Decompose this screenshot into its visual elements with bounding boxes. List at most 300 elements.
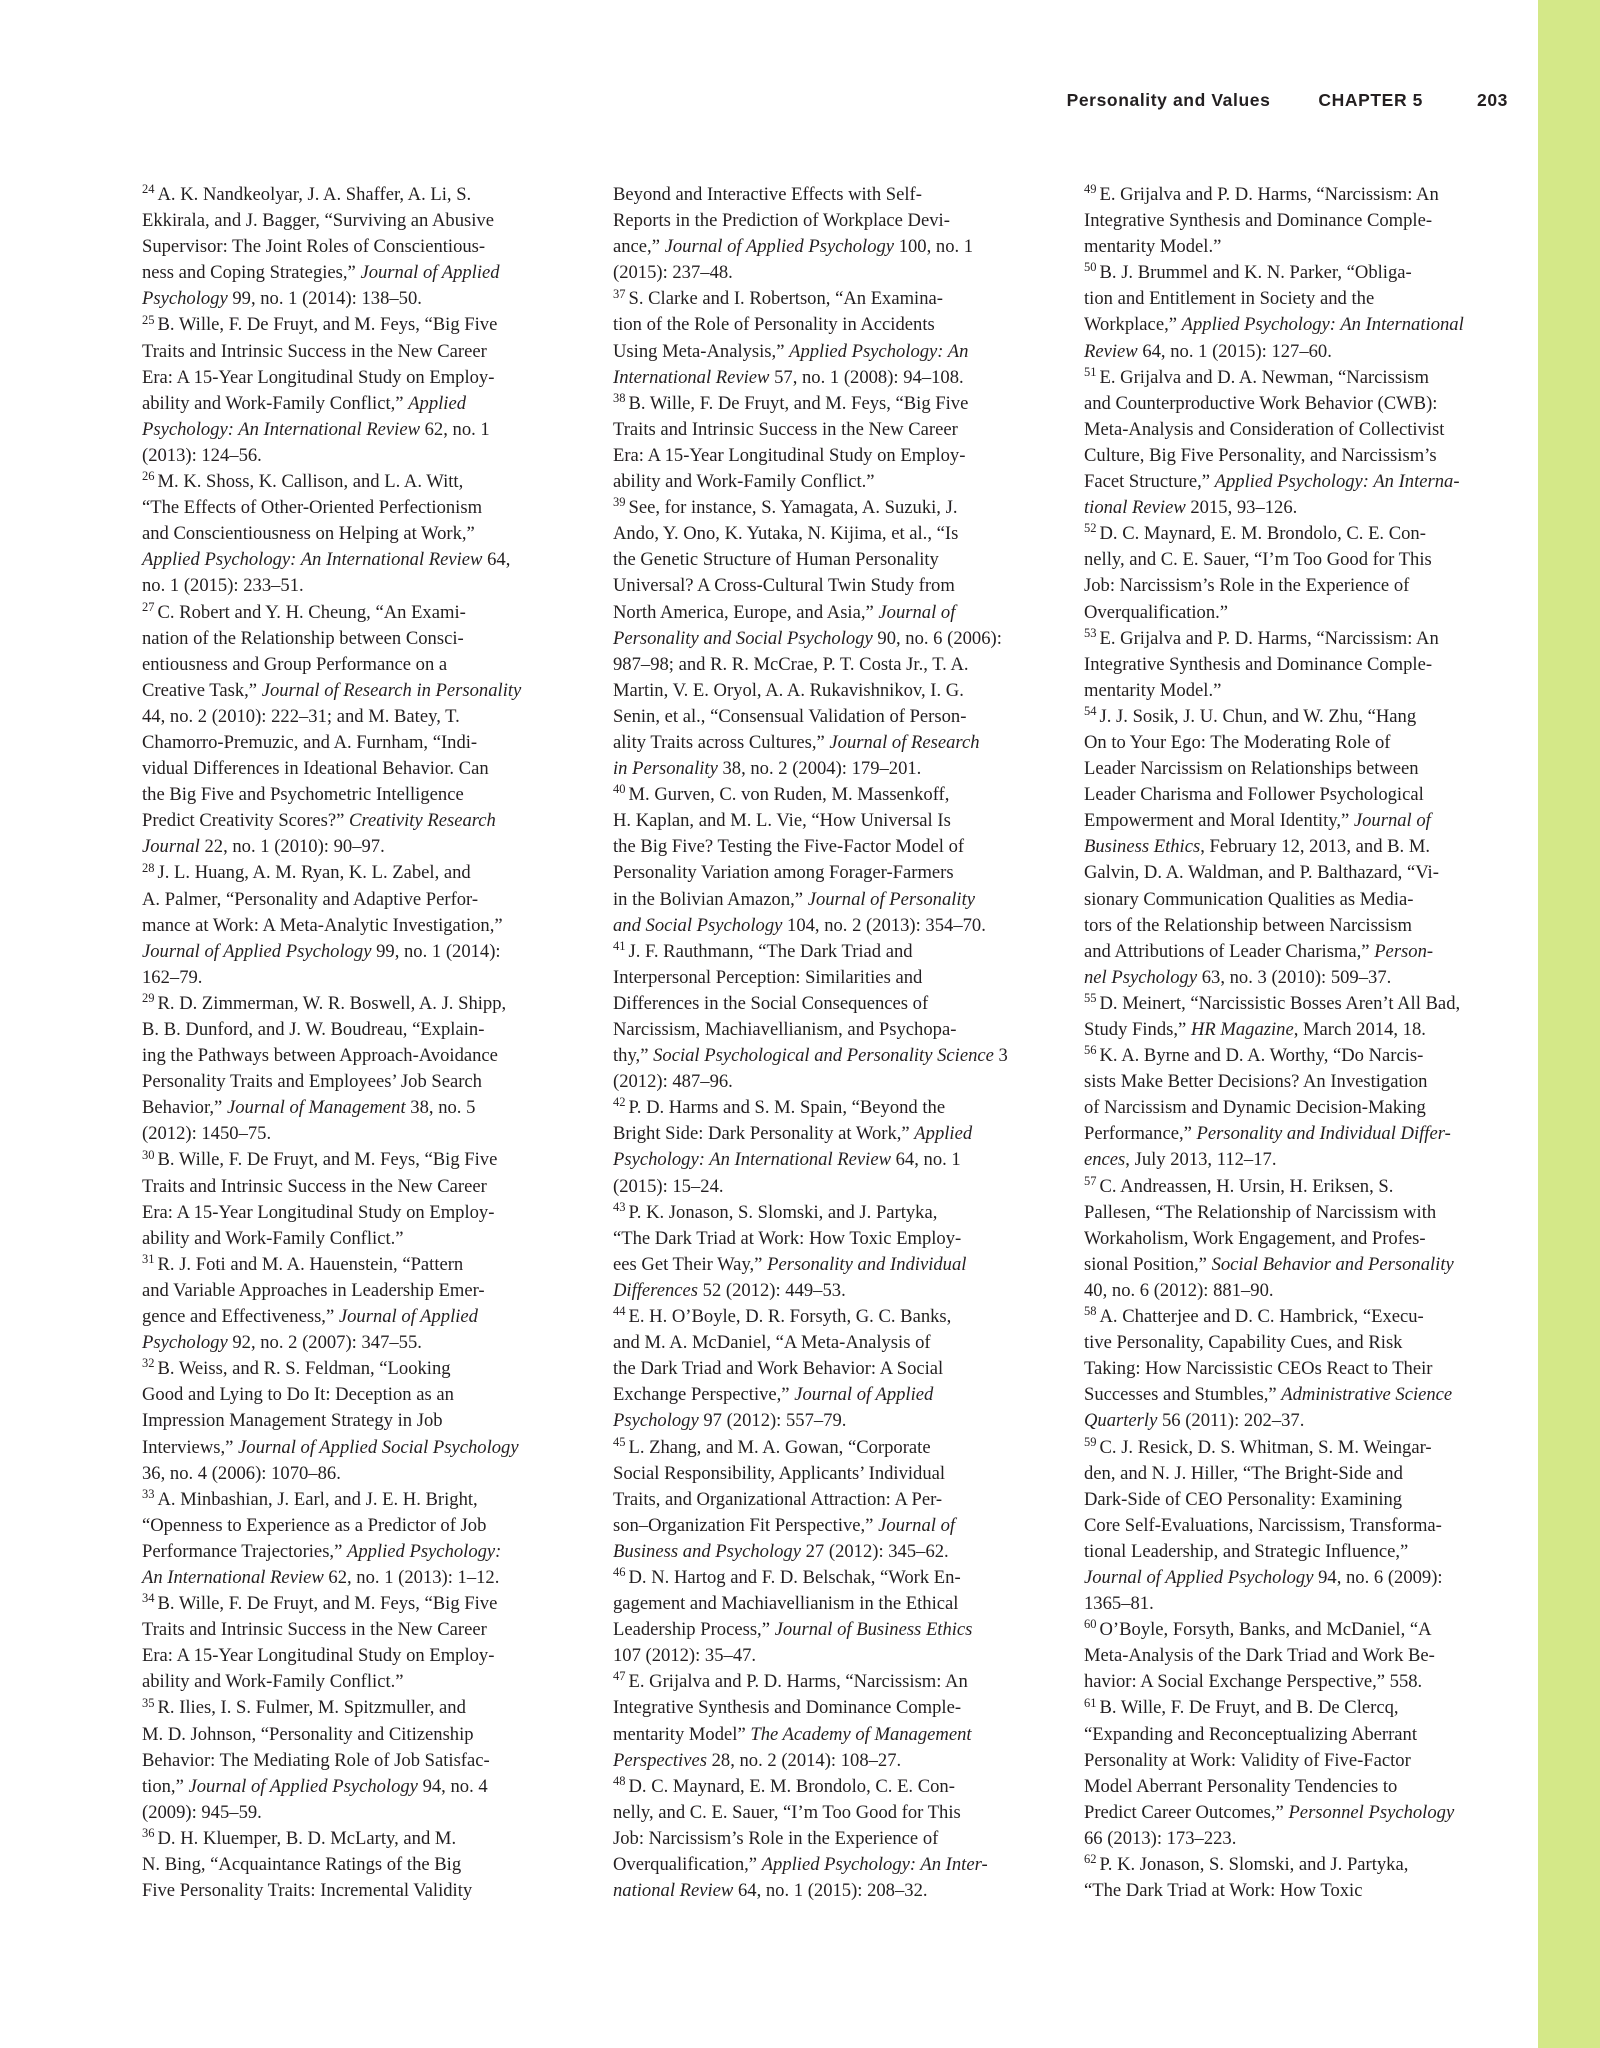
endnote-text: Overqualification.” <box>1084 601 1229 623</box>
endnote-text: nelly, and C. E. Sauer, “I’m Too Good for This <box>613 1801 961 1823</box>
citation-title-text: Journal of Business Ethics <box>774 1619 973 1641</box>
endnote-52 <box>1084 521 1508 625</box>
endnote-number: 57 <box>1084 1173 1097 1188</box>
endnote-43 <box>613 1200 1037 1304</box>
endnote-text: 987–98; and R. R. McCrae, P. T. Costa Jr., T. A. <box>613 653 969 675</box>
citation-title-text: Journal of <box>878 601 956 623</box>
endnote-text: Traits and Intrinsic Success in the New Career <box>613 418 958 440</box>
endnote-number: 25 <box>142 312 155 327</box>
endnote-text: 62, no. 1 <box>419 418 490 440</box>
citation-title-text: Person- <box>1374 940 1434 962</box>
endnote-text: mentarity Model.” <box>1084 679 1222 701</box>
endnote-text: “The Effects of Other-Oriented Perfectionism <box>142 497 483 519</box>
endnote-text: (2012): 1450–75. <box>142 1123 272 1145</box>
endnotes-column-2 <box>613 182 1037 1904</box>
endnote-text: P. K. Jonason, S. Slomski, and J. Partyka, <box>1099 1854 1409 1875</box>
endnote-number: 24 <box>142 182 155 197</box>
endnote-text: 94, no. 4 <box>417 1775 488 1797</box>
endnote-text: tion of the Role of Personality in Accidents <box>613 314 935 336</box>
endnote-31 <box>142 1252 566 1356</box>
chapter-label: CHAPTER 5 <box>1318 90 1423 110</box>
citation-title-text: HR Magazine <box>1190 1019 1294 1040</box>
endnotes-column-1 <box>142 182 566 1904</box>
endnote-number: 31 <box>142 1251 155 1266</box>
endnote-text: A. K. Nandkeolyar, J. A. Shaffer, A. Li, S. <box>157 184 472 205</box>
endnote-text: 3 <box>993 1045 1008 1067</box>
endnote-text: Narcissism, Machiavellianism, and Psychopa- <box>613 1019 957 1040</box>
citation-title-text: ences <box>1084 1149 1126 1171</box>
citation-title-text: An International Review <box>142 1566 324 1588</box>
endnote-text: Ekkirala, and J. Bagger, “Surviving an Abusive <box>142 210 494 232</box>
citation-title-text: Social Psychological and Personality Science <box>653 1045 994 1067</box>
citation-title-text: Journal <box>142 836 200 858</box>
endnote-text: ability and Work-Family Conflict.” <box>613 471 875 493</box>
endnote-number: 47 <box>613 1669 626 1684</box>
citation-title-text: Journal of Applied <box>360 262 500 284</box>
endnote-text: R. Ilies, I. S. Fulmer, M. Spitzmuller, and <box>157 1697 466 1719</box>
citation-title-text: Personality and Social Psychology <box>613 627 873 649</box>
endnote-text: C. J. Resick, D. S. Whitman, S. M. Weingar- <box>1099 1436 1432 1458</box>
endnote-text: B. B. Dunford, and J. W. Boudreau, “Explain- <box>142 1019 485 1040</box>
endnote-number: 43 <box>613 1199 626 1214</box>
endnote-text: Taking: How Narcissistic CEOs React to Their <box>1084 1358 1433 1380</box>
endnote-number: 44 <box>613 1304 626 1319</box>
endnote-text: tors of the Relationship between Narcissism <box>1084 914 1412 936</box>
endnote-text: gagement and Machiavellianism in the Ethical <box>613 1593 959 1615</box>
endnote-text: ability and Work-Family Conflict,” <box>142 392 409 414</box>
endnote-text: 64, <box>482 549 511 571</box>
endnote-number: 53 <box>1084 625 1097 640</box>
endnote-text: Beyond and Interactive Effects with Self- <box>613 184 922 205</box>
endnote-text: 162–79. <box>142 966 203 988</box>
endnote-text: Traits and Intrinsic Success in the New Career <box>142 340 487 362</box>
endnote-text: tion and Entitlement in Society and the <box>1084 288 1375 310</box>
endnote-text: and Conscientiousness on Helping at Work,” <box>142 523 475 545</box>
endnote-text: 56 (2011): 202–37. <box>1157 1410 1305 1432</box>
citation-title-text: Business and Psychology <box>613 1540 801 1562</box>
endnote-51 <box>1084 365 1508 522</box>
citation-title-text: Social Behavior and Personality <box>1211 1253 1454 1275</box>
endnote-number: 55 <box>1084 991 1097 1006</box>
endnote-text: and M. A. McDaniel, “A Meta-Analysis of <box>613 1332 931 1354</box>
endnote-text: Dark-Side of CEO Personality: Examining <box>1084 1488 1403 1510</box>
endnote-text: mance at Work: A Meta-Analytic Investigation,” <box>142 914 503 936</box>
endnote-text: Workaholism, Work Engagement, and Profes- <box>1084 1227 1426 1249</box>
endnote-text: Five Personality Traits: Incremental Validity <box>142 1880 473 1902</box>
endnote-30 <box>142 1147 566 1251</box>
endnote-text: E. Grijalva and P. D. Harms, “Narcissism: An <box>1099 627 1439 649</box>
endnote-35 <box>142 1695 566 1825</box>
endnote-text: Good and Lying to Do It: Deception as an <box>142 1384 454 1406</box>
endnote-text: E. Grijalva and P. D. Harms, “Narcissism: An <box>628 1671 968 1693</box>
endnote-text: of Narcissism and Dynamic Decision-Making <box>1084 1097 1426 1119</box>
endnote-number: 59 <box>1084 1434 1097 1449</box>
endnote-text: Leader Narcissism on Relationships between <box>1084 758 1419 780</box>
endnote-number: 39 <box>613 495 626 510</box>
endnote-text: and Variable Approaches in Leadership Emer- <box>142 1279 485 1301</box>
section-title: Personality and Values <box>1066 90 1271 110</box>
citation-title-text: Journal of Applied Psychology <box>142 940 372 962</box>
endnote-text: O’Boyle, Forsyth, Banks, and McDaniel, “A <box>1099 1619 1432 1641</box>
endnote-40 <box>613 782 1037 939</box>
endnote-text: B. Wille, F. De Fruyt, and M. Feys, “Big Five <box>628 392 969 414</box>
endnote-number: 52 <box>1084 521 1097 536</box>
endnote-text: D. Meinert, “Narcissistic Bosses Aren’t All Bad, <box>1099 992 1461 1014</box>
endnote-text: B. Wille, F. De Fruyt, and M. Feys, “Big Five <box>157 1149 498 1171</box>
endnote-text: Galvin, D. A. Waldman, and P. Balthazard, “Vi- <box>1084 862 1439 884</box>
endnotes-column-3 <box>1084 182 1508 1904</box>
endnote-text: (2015): 15–24. <box>613 1175 724 1197</box>
endnote-text: Creative Task,” <box>142 679 262 701</box>
endnote-37 <box>613 286 1037 390</box>
endnote-text: Integrative Synthesis and Dominance Comple- <box>613 1697 962 1719</box>
endnote-text: ability and Work-Family Conflict.” <box>142 1227 404 1249</box>
endnote-text: mentarity Model” <box>613 1723 751 1745</box>
endnote-text: Study Finds,” <box>1084 1019 1191 1040</box>
endnote-text: Leader Charisma and Follower Psychological <box>1084 784 1424 806</box>
endnote-59 <box>1084 1435 1508 1618</box>
endnote-text: A. Minbashian, J. Earl, and J. E. H. Bright, <box>157 1488 478 1510</box>
endnote-text: the Dark Triad and Work Behavior: A Social <box>613 1358 944 1380</box>
endnote-text: R. J. Foti and M. A. Hauenstein, “Pattern <box>157 1253 464 1275</box>
endnote-number: 51 <box>1084 364 1097 379</box>
citation-title-text: Psychology <box>613 1410 699 1432</box>
endnote-text: Social Responsibility, Applicants’ Individual <box>613 1462 946 1484</box>
endnote-text: tion,” <box>142 1775 189 1797</box>
endnote-text: J. J. Sosik, J. U. Chun, and W. Zhu, “Hang <box>1099 705 1417 727</box>
endnote-text: 36, no. 4 (2006): 1070–86. <box>142 1462 341 1484</box>
endnote-text: “Openness to Experience as a Predictor of Job <box>142 1514 487 1536</box>
endnote-text: 64, no. 1 (2015): 127–60. <box>1137 340 1332 362</box>
endnote-text: Workplace,” <box>1084 314 1182 336</box>
endnote-text: 63, no. 3 (2010): 509–37. <box>1197 966 1392 988</box>
endnote-text: K. A. Byrne and D. A. Worthy, “Do Narcis- <box>1099 1045 1424 1067</box>
endnote-text: the Big Five and Psychometric Intelligence <box>142 784 464 806</box>
endnote-text: D. C. Maynard, E. M. Brondolo, C. E. Con- <box>628 1775 955 1797</box>
citation-title-text: Journal of Applied <box>794 1384 934 1406</box>
endnote-text: 97 (2012): 557–79. <box>698 1410 847 1432</box>
endnote-text: D. C. Maynard, E. M. Brondolo, C. E. Con- <box>1099 523 1426 545</box>
endnote-text: Interpersonal Perception: Similarities and <box>613 966 923 988</box>
endnote-text: , July 2013, 112–17. <box>1125 1149 1277 1171</box>
citation-title-text: Psychology <box>142 1332 228 1354</box>
endnote-number: 41 <box>613 938 626 953</box>
endnote-number: 49 <box>1084 182 1097 197</box>
endnote-text: M. Gurven, C. von Ruden, M. Massenkoff, <box>628 784 950 806</box>
endnote-text: D. H. Kluemper, B. D. McLarty, and M. <box>157 1827 457 1849</box>
endnote-36 <box>142 1826 566 1904</box>
endnote-text: 64, no. 1 <box>890 1149 961 1171</box>
endnote-text: gence and Effectiveness,” <box>142 1306 339 1328</box>
endnote-text: Pallesen, “The Relationship of Narcissism with <box>1084 1201 1437 1223</box>
endnote-text: Behavior: The Mediating Role of Job Satisfac- <box>142 1749 490 1771</box>
citation-title-text: Journal of Personality <box>807 888 976 910</box>
endnote-text: E. Grijalva and D. A. Newman, “Narcissism <box>1099 366 1429 388</box>
endnote-text: tional Leadership, and Strategic Influence,” <box>1084 1540 1409 1562</box>
endnote-text: sists Make Better Decisions? An Investigation <box>1084 1071 1428 1093</box>
citation-title-text: nel Psychology <box>1084 966 1198 988</box>
citation-title-text: Applied <box>914 1123 973 1145</box>
endnote-text: B. Wille, F. De Fruyt, and M. Feys, “Big Five <box>157 314 498 336</box>
endnote-54 <box>1084 704 1508 991</box>
endnote-text: Predict Career Outcomes,” <box>1084 1801 1289 1823</box>
endnote-text: Facet Structure,” <box>1084 471 1215 493</box>
endnote-text: 57, no. 1 (2008): 94–108. <box>769 366 964 388</box>
endnote-49 <box>1084 182 1508 260</box>
citation-title-text: Quarterly <box>1084 1410 1158 1432</box>
endnote-text: P. D. Harms and S. M. Spain, “Beyond the <box>628 1097 946 1119</box>
endnote-text: Martin, V. E. Oryol, A. A. Rukavishnikov, I. G. <box>613 679 964 701</box>
endnote-text: in the Bolivian Amazon,” <box>613 888 808 910</box>
endnote-text: A. Chatterjee and D. C. Hambrick, “Execu- <box>1099 1306 1424 1328</box>
endnote-text: 64, no. 1 (2015): 208–32. <box>733 1880 928 1902</box>
endnote-44 <box>613 1304 1037 1434</box>
endnote-61 <box>1084 1695 1508 1852</box>
endnote-text: “Expanding and Reconceptualizing Aberrant <box>1084 1723 1418 1745</box>
endnote-text: N. Bing, “Acquaintance Ratings of the Big <box>142 1854 462 1875</box>
endnote-text: Traits and Intrinsic Success in the New Career <box>142 1175 487 1197</box>
endnote-text: 40, no. 6 (2012): 881–90. <box>1084 1279 1274 1301</box>
endnote-47 <box>613 1669 1037 1773</box>
endnote-57 <box>1084 1174 1508 1304</box>
endnote-number: 29 <box>142 991 155 1006</box>
endnote-text: J. L. Huang, A. M. Ryan, K. L. Zabel, and <box>157 862 471 884</box>
endnote-number: 30 <box>142 1147 155 1162</box>
endnote-56 <box>1084 1043 1508 1173</box>
endnote-text: and Counterproductive Work Behavior (CWB): <box>1084 392 1438 414</box>
citation-title-text: Personality and Individual <box>767 1253 967 1275</box>
endnote-text: 38, no. 2 (2004): 179–201. <box>717 758 922 780</box>
endnote-text: Job: Narcissism’s Role in the Experience of <box>613 1827 939 1849</box>
citation-title-text: Journal of Applied <box>338 1306 478 1328</box>
endnote-text: tive Personality, Capability Cues, and Risk <box>1084 1332 1403 1354</box>
endnote-text: no. 1 (2015): 233–51. <box>142 575 304 597</box>
endnote-number: 58 <box>1084 1304 1097 1319</box>
endnote-number: 60 <box>1084 1617 1097 1632</box>
endnote-continued <box>613 182 1037 286</box>
endnote-text: 90, no. 6 (2006): <box>872 627 1002 649</box>
endnote-text: Personality at Work: Validity of Five-Factor <box>1084 1749 1411 1771</box>
endnote-text: D. N. Hartog and F. D. Belschak, “Work En- <box>628 1566 961 1588</box>
endnote-60 <box>1084 1617 1508 1695</box>
endnote-number: 32 <box>142 1356 155 1371</box>
endnote-text: Job: Narcissism’s Role in the Experience of <box>1084 575 1410 597</box>
endnote-text: 38, no. 5 <box>405 1097 476 1119</box>
endnote-24 <box>142 182 566 312</box>
citation-title-text: Personality and Individual Differ- <box>1196 1123 1451 1145</box>
endnote-number: 33 <box>142 1486 155 1501</box>
citation-title-text: Differences <box>613 1279 699 1301</box>
endnote-number: 46 <box>613 1565 626 1580</box>
endnote-text: C. Robert and Y. H. Cheung, “An Exami- <box>157 601 466 623</box>
endnote-text: Supervisor: The Joint Roles of Conscientious- <box>142 236 486 258</box>
citation-title-text: Journal of Research <box>829 731 980 753</box>
citation-title-text: Journal of Management <box>226 1097 406 1119</box>
endnote-text: E. Grijalva and P. D. Harms, “Narcissism: An <box>1099 184 1439 205</box>
endnote-28 <box>142 860 566 990</box>
endnote-text: Traits, and Organizational Attraction: A Per- <box>613 1488 943 1510</box>
endnote-number: 54 <box>1084 704 1097 718</box>
endnote-number: 40 <box>613 782 626 797</box>
endnote-text: entiousness and Group Performance on a <box>142 653 448 675</box>
endnote-text: Core Self-Evaluations, Narcissism, Transforma- <box>1084 1514 1442 1536</box>
endnote-number: 50 <box>1084 260 1097 275</box>
endnote-text: Empowerment and Moral Identity,” <box>1084 810 1354 832</box>
endnote-text: B. Wille, F. De Fruyt, and B. De Clercq, <box>1099 1697 1399 1719</box>
endnote-41 <box>613 939 1037 1096</box>
endnote-text: B. Wille, F. De Fruyt, and M. Feys, “Big Five <box>157 1593 498 1615</box>
page-number: 203 <box>1477 90 1508 110</box>
endnote-text: 104, no. 2 (2013): 354–70. <box>782 914 986 936</box>
citation-title-text: Applied Psychology: An Interna- <box>1214 471 1460 493</box>
endnote-text: Predict Creativity Scores?” <box>142 810 350 832</box>
endnote-text: Model Aberrant Personality Tendencies to <box>1084 1775 1398 1797</box>
endnote-text: “The Dark Triad at Work: How Toxic <box>1084 1880 1363 1902</box>
endnote-39 <box>613 495 1037 782</box>
endnote-text: On to Your Ego: The Moderating Role of <box>1084 731 1391 753</box>
citation-title-text: Applied Psychology: An Inter- <box>761 1854 988 1875</box>
endnote-48 <box>613 1774 1037 1904</box>
endnote-text: Senin, et al., “Consensual Validation of Person- <box>613 705 967 727</box>
endnote-number: 34 <box>142 1591 155 1606</box>
endnote-33 <box>142 1487 566 1591</box>
endnote-text: 99, no. 1 (2014): 138–50. <box>227 288 422 310</box>
endnote-text: B. Weiss, and R. S. Feldman, “Looking <box>157 1358 451 1380</box>
citation-title-text: Journal of Applied Psychology <box>188 1775 418 1797</box>
endnote-text: (2012): 487–96. <box>613 1071 733 1093</box>
endnote-text: , March 2014, 18. <box>1293 1019 1426 1040</box>
citation-title-text: Review <box>1084 340 1138 362</box>
endnote-number: 36 <box>142 1826 155 1841</box>
citation-title-text: Applied Psychology: <box>346 1540 502 1562</box>
citation-title-text: Journal of Research in Personality <box>261 679 522 701</box>
endnote-text: 100, no. 1 <box>894 236 974 258</box>
endnote-50 <box>1084 260 1508 364</box>
endnote-text: 62, no. 1 (2013): 1–12. <box>323 1566 500 1588</box>
endnote-number: 45 <box>613 1434 626 1449</box>
citation-title-text: Psychology <box>142 288 228 310</box>
citation-title-text: Administrative Science <box>1281 1384 1453 1406</box>
citation-title-text: tional Review <box>1084 497 1186 519</box>
endnote-text: Integrative Synthesis and Dominance Comple- <box>1084 653 1433 675</box>
endnote-25 <box>142 312 566 469</box>
citation-title-text: Applied Psychology: An International <box>1181 314 1464 336</box>
endnote-text: B. J. Brummel and K. N. Parker, “Obliga- <box>1099 262 1412 284</box>
endnote-text: Chamorro-Premuzic, and A. Furnham, “Indi- <box>142 731 478 753</box>
endnote-text: Ando, Y. Ono, K. Yutaka, N. Kijima, et al., “Is <box>613 523 959 545</box>
endnote-text: thy,” <box>613 1045 654 1067</box>
endnote-text: 22, no. 1 (2010): 90–97. <box>199 836 385 858</box>
endnote-text: Exchange Perspective,” <box>613 1384 795 1406</box>
endnote-text: Behavior,” <box>142 1097 227 1119</box>
endnote-number: 62 <box>1084 1852 1097 1867</box>
endnote-text: 94, no. 6 (2009): <box>1313 1566 1443 1588</box>
endnote-number: 37 <box>613 286 626 301</box>
endnote-text: “The Dark Triad at Work: How Toxic Employ- <box>613 1227 962 1249</box>
endnote-text: 28, no. 2 (2014): 108–27. <box>706 1749 902 1771</box>
page-edge-color-band <box>1538 0 1600 2048</box>
endnote-text: Interviews,” <box>142 1436 239 1458</box>
endnote-text: , February 12, 2013, and B. M. <box>1200 836 1431 858</box>
endnote-text: nelly, and C. E. Sauer, “I’m Too Good for This <box>1084 549 1432 571</box>
endnote-text: North America, Europe, and Asia,” <box>613 601 879 623</box>
endnote-45 <box>613 1435 1037 1565</box>
citation-title-text: Creativity Research <box>349 810 496 832</box>
endnote-text: Impression Management Strategy in Job <box>142 1410 443 1432</box>
endnote-text: M. K. Shoss, K. Callison, and L. A. Witt, <box>157 471 464 493</box>
endnote-text: 92, no. 2 (2007): 347–55. <box>227 1332 422 1354</box>
endnote-text: sionary Communication Qualities as Media- <box>1084 888 1414 910</box>
endnote-62 <box>1084 1852 1508 1904</box>
endnote-text: Traits and Intrinsic Success in the New Career <box>142 1619 487 1641</box>
endnote-text: Performance Trajectories,” <box>142 1540 347 1562</box>
endnote-text: the Big Five? Testing the Five-Factor Model of <box>613 836 965 858</box>
endnote-number: 26 <box>142 469 155 484</box>
endnote-text: Reports in the Prediction of Workplace Devi- <box>613 210 950 232</box>
endnote-text: ability and Work-Family Conflict.” <box>142 1671 404 1693</box>
citation-title-text: Journal of <box>878 1514 956 1536</box>
endnote-text: Bright Side: Dark Personality at Work,” <box>613 1123 915 1145</box>
endnote-text: Differences in the Social Consequences of <box>613 992 929 1014</box>
endnote-text: M. D. Johnson, “Personality and Citizenship <box>142 1723 474 1745</box>
endnote-text: 27 (2012): 345–62. <box>800 1540 949 1562</box>
running-head <box>1067 90 1508 111</box>
endnote-34 <box>142 1591 566 1695</box>
citation-title-text: Psychology: An International Review <box>613 1149 891 1171</box>
endnote-number: 42 <box>613 1095 626 1110</box>
citation-title-text: Applied Psychology: An International Review <box>142 549 483 571</box>
citation-title-text: Business Ethics <box>1084 836 1201 858</box>
citation-title-text: in Personality <box>613 758 718 780</box>
endnote-text: ance,” <box>613 236 665 258</box>
endnote-text: Personality Traits and Employees’ Job Search <box>142 1071 482 1093</box>
endnote-text: P. K. Jonason, S. Slomski, and J. Partyka, <box>628 1201 938 1223</box>
endnote-text: vidual Differences in Ideational Behavior. Can <box>142 758 489 780</box>
endnote-text: Integrative Synthesis and Dominance Comple- <box>1084 210 1433 232</box>
endnote-number: 35 <box>142 1695 155 1710</box>
endnote-text: 66 (2013): 173–223. <box>1084 1827 1237 1849</box>
endnote-text: Performance,” <box>1084 1123 1197 1145</box>
endnote-text: and Attributions of Leader Charisma,” <box>1084 940 1375 962</box>
endnote-42 <box>613 1095 1037 1199</box>
endnote-text: 107 (2012): 35–47. <box>613 1645 757 1667</box>
endnote-27 <box>142 600 566 861</box>
endnote-text: Culture, Big Five Personality, and Narcissism’s <box>1084 444 1437 466</box>
endnote-text: 1365–81. <box>1084 1593 1154 1615</box>
citation-title-text: Perspectives <box>613 1749 707 1771</box>
endnote-text: havior: A Social Exchange Perspective,” 558. <box>1084 1671 1423 1693</box>
endnote-text: C. Andreassen, H. Ursin, H. Eriksen, S. <box>1099 1175 1394 1197</box>
endnote-text: Successes and Stumbles,” <box>1084 1384 1282 1406</box>
endnote-26 <box>142 469 566 599</box>
endnote-number: 48 <box>613 1773 626 1788</box>
endnote-32 <box>142 1356 566 1486</box>
citation-title-text: The Academy of Management <box>750 1723 972 1745</box>
citation-title-text: Journal of <box>1353 810 1431 832</box>
endnote-text: Using Meta-Analysis,” <box>613 340 790 362</box>
endnote-text: 44, no. 2 (2010): 222–31; and M. Batey, T. <box>142 705 460 727</box>
endnote-29 <box>142 991 566 1148</box>
endnote-number: 56 <box>1084 1043 1097 1058</box>
endnote-text: S. Clarke and I. Robertson, “An Examina- <box>628 288 943 310</box>
endnote-text: (2009): 945–59. <box>142 1801 262 1823</box>
endnote-number: 61 <box>1084 1695 1097 1710</box>
endnote-text: ality Traits across Cultures,” <box>613 731 830 753</box>
citation-title-text: International Review <box>613 366 770 388</box>
citation-title-text: Applied Psychology: An <box>789 340 969 362</box>
endnote-text: (2013): 124–56. <box>142 444 262 466</box>
endnote-text: mentarity Model.” <box>1084 236 1222 258</box>
